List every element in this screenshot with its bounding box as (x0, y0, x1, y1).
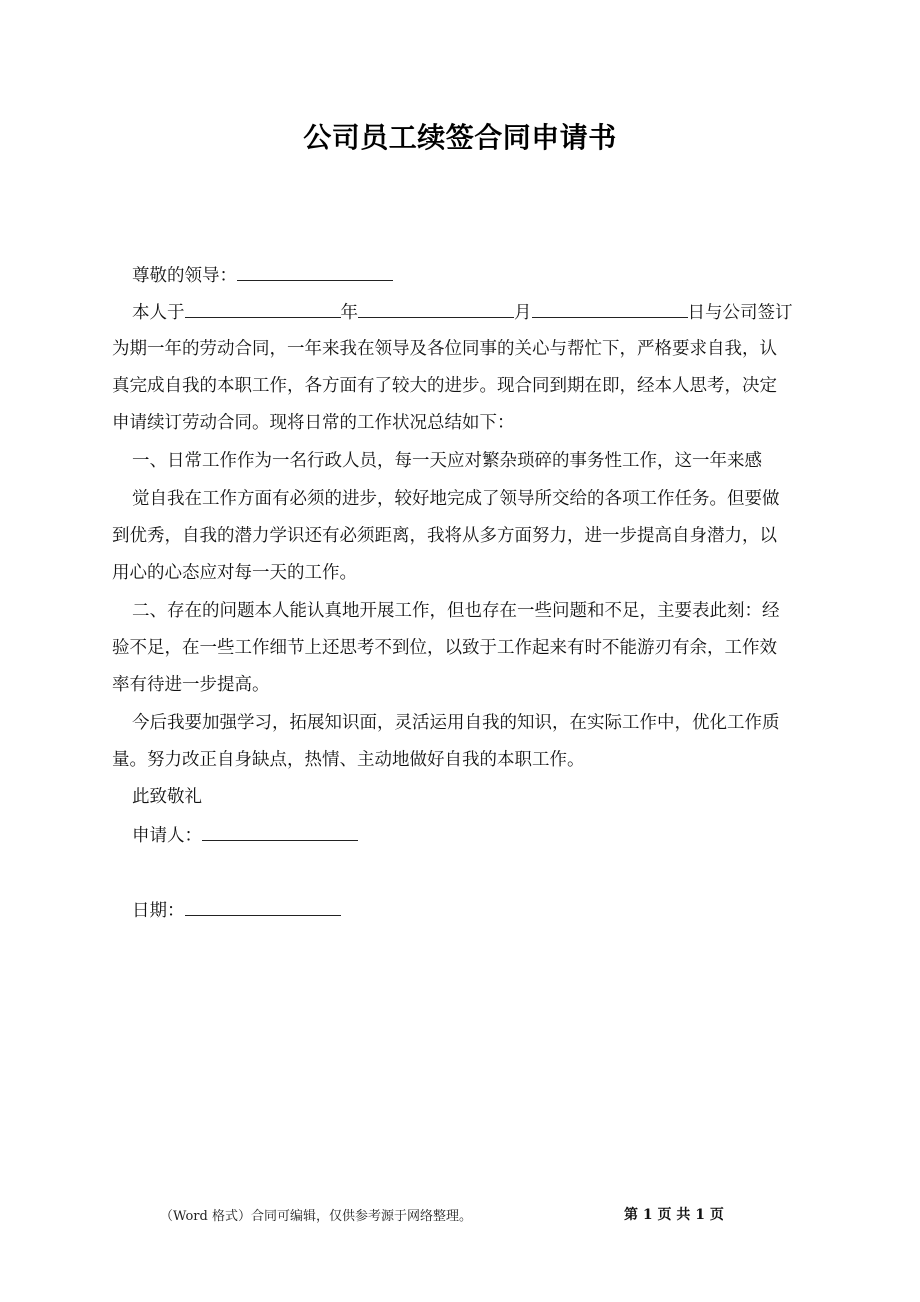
month-label: 月 (514, 303, 532, 323)
intro-line: 申请续订劳动合同。现将日常的工作状况总结如下： (112, 413, 515, 433)
section-one-line: 用心的心态应对每一天的工作。 (112, 563, 357, 583)
closing-line: 量。努力改正自身缺点，热情、主动地做好自我的本职工作。 (112, 750, 585, 770)
applicant-line (112, 820, 812, 848)
footer-note: （Word 格式）合同可编辑，仅供参考源于网络整理。 (160, 1209, 472, 1224)
intro-line: 真完成自我的本职工作，各方面有了较大的进步。现合同到期在即，经本人思考，决定 (112, 376, 777, 396)
year-label: 年 (340, 303, 358, 323)
salutation-line (112, 260, 812, 288)
section-two-line: 率有待进一步提高。 (112, 675, 270, 695)
closing-line: 今后我要加强学习，拓展知识面，灵活运用自我的知识，在实际工作中，优化工作质 (132, 713, 780, 733)
date-signature-line (112, 895, 812, 923)
regards: 此致敬礼 (132, 787, 202, 807)
document-title: 公司员工续签合同申请书 (303, 121, 617, 154)
section-one-line: 到优秀，自我的潜力学识还有必须距离，我将从多方面努力，进一步提高自身潜力，以 (112, 526, 777, 546)
section-one-line: 觉自我在工作方面有必须的进步，较好地完成了领导所交给的各项工作任务。但要做 (132, 489, 780, 509)
recipient-blank[interactable] (237, 260, 393, 281)
date-blank[interactable] (185, 895, 341, 916)
contract-date-line (112, 297, 812, 325)
section-one-line: 一、日常工作作为一名行政人员，每一天应对繁杂琐碎的事务性工作，这一年来感 (132, 451, 762, 471)
applicant-label: 申请人： (132, 826, 202, 846)
date-label: 日期： (132, 901, 185, 921)
date-prefix: 本人于 (132, 303, 185, 323)
year-blank[interactable] (185, 297, 341, 318)
applicant-blank[interactable] (202, 820, 358, 841)
section-two-line: 二、存在的问题本人能认真地开展工作，但也存在一些问题和不足，主要表此刻：经 (132, 601, 780, 621)
salutation-label: 尊敬的领导： (132, 266, 237, 286)
day-blank[interactable] (532, 297, 688, 318)
month-blank[interactable] (358, 297, 514, 318)
section-two-line: 验不足，在一些工作细节上还思考不到位，以致于工作起来有时不能游刃有余，工作效 (112, 638, 777, 658)
page-number: 第 1 页 共 1 页 (624, 1207, 724, 1223)
date-suffix: 日与公司签订 (687, 303, 793, 323)
intro-line: 为期一年的劳动合同，一年来我在领导及各位同事的关心与帮忙下，严格要求自我，认 (112, 339, 777, 359)
